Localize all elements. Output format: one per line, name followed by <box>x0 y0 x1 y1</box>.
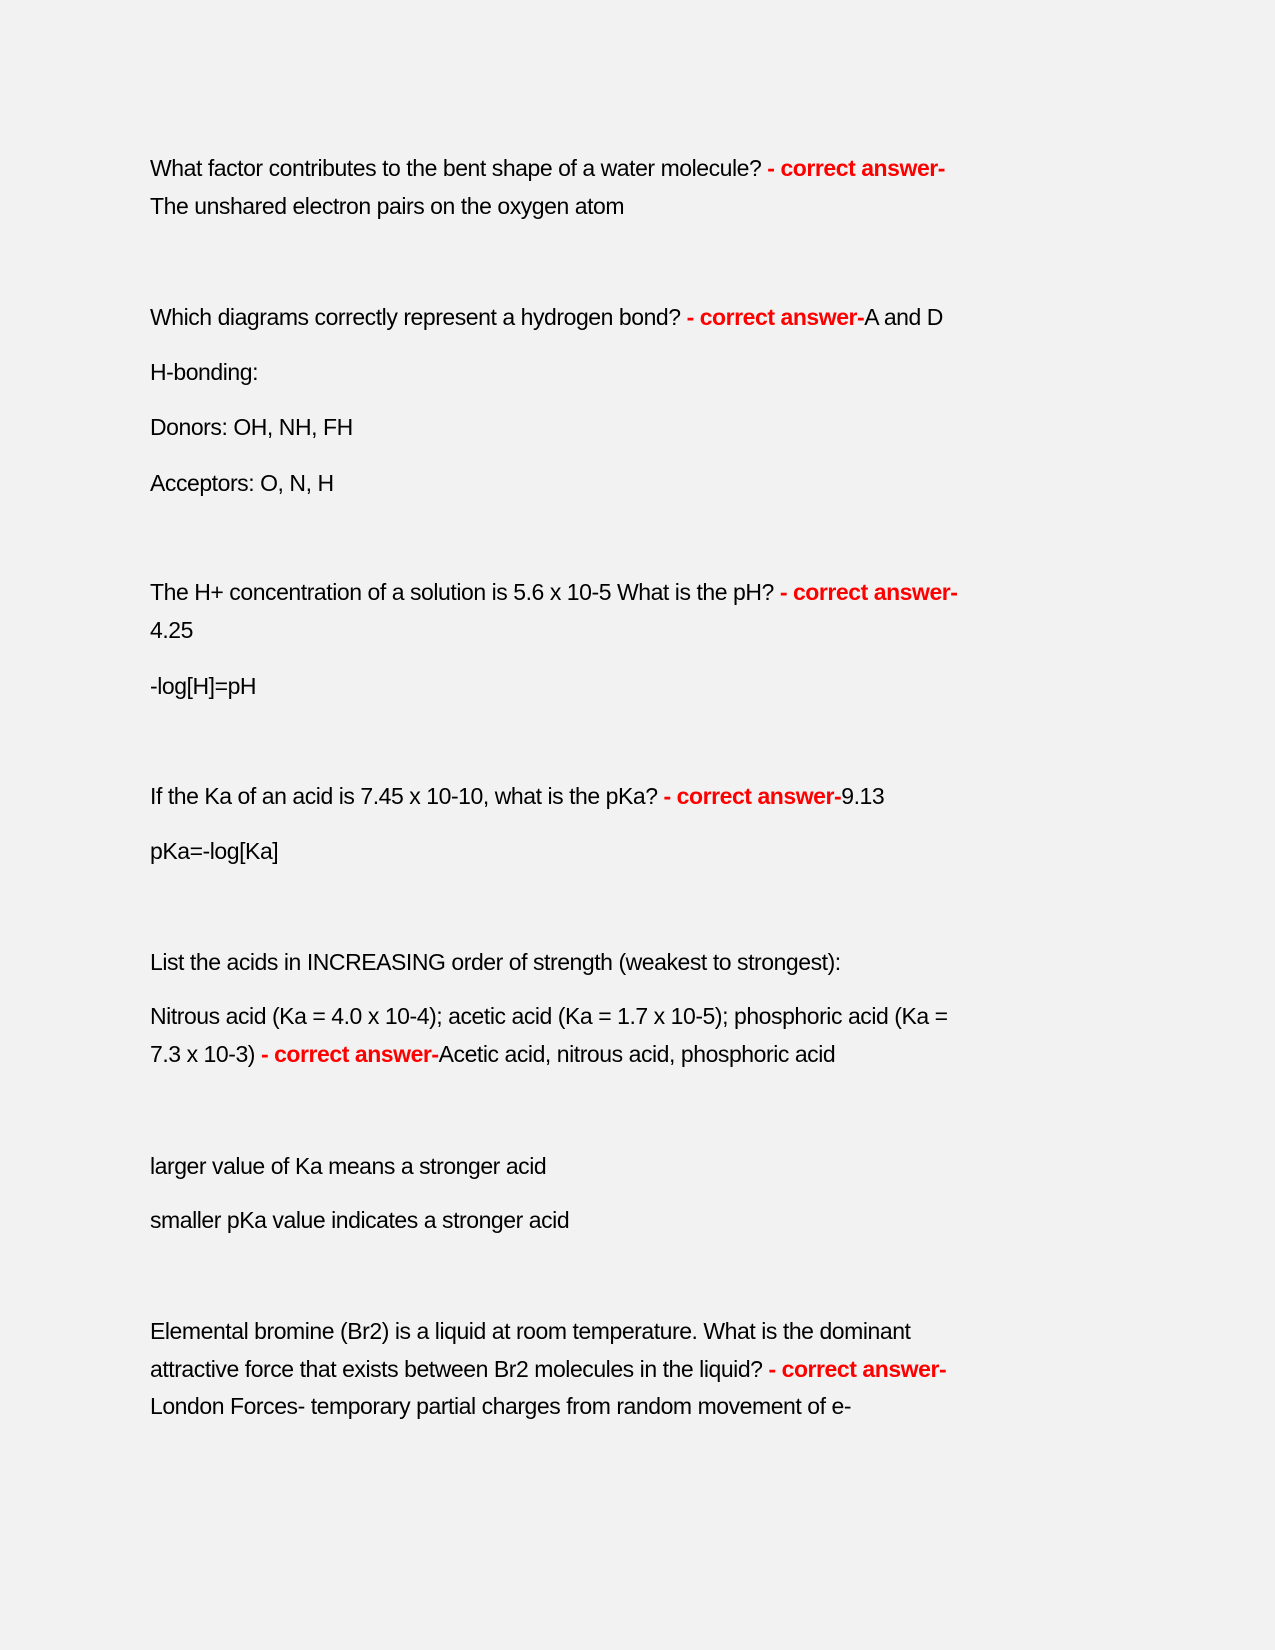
correct-answer-marker: - correct answer- <box>779 579 958 605</box>
q5-note: smaller pKa value indicates a stronger acid <box>150 1207 570 1233</box>
q2-note: Acceptors: O, N, H <box>150 470 334 496</box>
question-text: What factor contributes to the bent shape of a water molecule? <box>150 155 768 181</box>
question-text: If the Ka of an acid is 7.45 x 10-10, what is the pKa? <box>150 783 664 809</box>
correct-answer-marker: - correct answer- <box>767 155 945 181</box>
q4-question <box>150 781 884 811</box>
q5-note: larger value of Ka means a stronger acid <box>150 1153 547 1179</box>
q5-question-line: List the acids in INCREASING order of strength (weakest to strongest): <box>150 949 841 975</box>
q3-question <box>150 577 958 607</box>
correct-answer-marker: - correct answer- <box>768 1356 947 1382</box>
q2-question <box>150 302 943 332</box>
q2-note: Donors: OH, NH, FH <box>150 414 353 440</box>
q5-question-answer <box>150 1039 835 1069</box>
q5-question-line: Nitrous acid (Ka = 4.0 x 10-4); acetic acid (Ka = 1.7 x 10-5); phosphoric acid (Ka = <box>150 1003 948 1029</box>
q2-note: H-bonding: <box>150 359 259 385</box>
q3-note: -log[H]=pH <box>150 673 257 699</box>
answer-text: 9.13 <box>841 783 885 809</box>
q4-note: pKa=-log[Ka] <box>150 838 279 864</box>
q6-question-line: Elemental bromine (Br2) is a liquid at room temperature. What is the dominant <box>150 1318 911 1344</box>
q6-question <box>150 1354 946 1384</box>
q3-answer: 4.25 <box>150 617 193 643</box>
q6-answer: London Forces- temporary partial charges from random movement of e- <box>150 1393 852 1419</box>
question-text: 7.3 x 10-3) <box>150 1041 261 1067</box>
question-text: Which diagrams correctly represent a hydrogen bond? <box>150 304 687 330</box>
correct-answer-marker: - correct answer- <box>260 1041 439 1067</box>
answer-text: Acetic acid, nitrous acid, phosphoric acid <box>438 1041 836 1067</box>
correct-answer-marker: - correct answer- <box>663 783 842 809</box>
question-text: attractive force that exists between Br2 molecules in the liquid? <box>150 1356 769 1382</box>
correct-answer-marker: - correct answer- <box>686 304 865 330</box>
q1-answer: The unshared electron pairs on the oxygen atom <box>150 193 625 219</box>
question-text: The H+ concentration of a solution is 5.6 x 10-5 What is the pH? <box>150 579 780 605</box>
q1-question <box>150 153 945 183</box>
answer-text: A and D <box>864 304 943 330</box>
